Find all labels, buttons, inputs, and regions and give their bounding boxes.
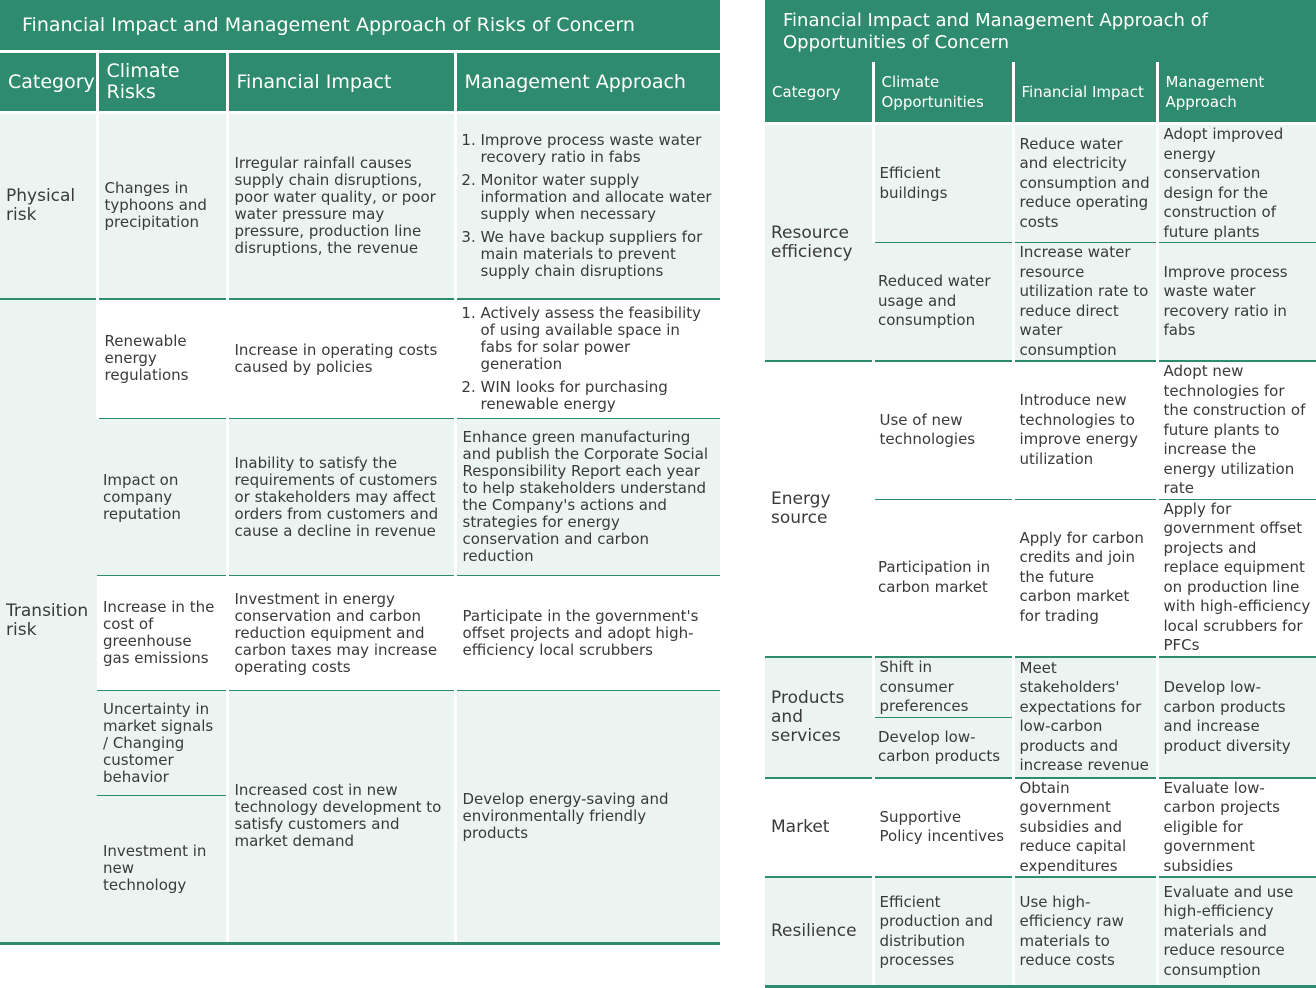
opportunities-title: Financial Impact and Management Approach of Opportunities of Concern [765,0,1316,62]
risk-cell: Impact on company reputation [97,419,227,576]
approach-item: 2. Monitor water supply information and allocate water supply when necessary [481,172,715,223]
header-management-approach: Management Approach [455,52,720,113]
category-products-and-services: Products and services [765,657,873,778]
category-energy-source: Energy source [765,361,873,657]
table-row [0,691,720,796]
category-resilience: Resilience [765,877,873,985]
table-row [0,113,720,299]
opportunity-cell: Shift in consumer preferences [873,657,1013,718]
approach-item: 1. Improve process waste water recovery ratio in fabs [481,132,715,166]
approach-cell: Improve process waste water recovery ratio in fabs [1157,243,1316,362]
impact-cell: Introduce new technologies to improve energy utilization [1013,361,1157,499]
table-row [0,299,720,419]
impact-cell: Reduce water and electricity consumption and reduce operating costs [1013,124,1157,243]
header-financial-impact: Financial Impact [1013,62,1157,124]
risk-cell: Changes in typhoons and precipitation [97,113,227,299]
opportunity-cell: Efficient buildings [873,124,1013,243]
opportunities-panel [765,0,1316,988]
table-row [765,124,1316,243]
risk-cell: Investment in new technology [97,796,227,942]
table-row [765,657,1316,718]
approach-cell [455,113,720,299]
category-resource-efficiency: Resource efficiency [765,124,873,362]
opportunities-table [765,62,1316,985]
approach-item: 2. WIN looks for purchasing renewable energy [481,379,715,413]
table-row [0,576,720,691]
table-row [765,877,1316,985]
impact-cell: Meet stakeholders' expectations for low-carbon products and increase revenue [1013,657,1157,778]
table-row [0,419,720,576]
category-market: Market [765,778,873,878]
approach-cell: Evaluate and use high-efficiency materials and reduce resource consumption [1157,877,1316,985]
impact-cell: Inability to satisfy the requirements of customers or stakeholders may affect orders from customers and cause a decline in revenue [227,419,455,576]
approach-cell: Enhance green manufacturing and publish the Corporate Social Responsibility Report each year to help stakeholders understand the Company's actions and strategies for energy conservation and carbon reduction [455,419,720,576]
approach-cell [455,299,720,419]
impact-cell: Increase water resource utilization rate to reduce direct water consumption [1013,243,1157,362]
opportunity-cell: Develop low-carbon products [873,718,1013,778]
approach-cell: Participate in the government's offset projects and adopt high-efficiency local scrubbers [455,576,720,691]
opportunity-cell: Use of new technologies [873,361,1013,499]
risks-table [0,50,720,942]
approach-cell: Apply for government offset projects and replace equipment on production line with high-efficiency local scrubbers for PFCs [1157,499,1316,657]
opportunity-cell: Supportive Policy incentives [873,778,1013,878]
risk-cell: Uncertainty in market signals / Changing customer behavior [97,691,227,796]
header-management-approach: Management Approach [1157,62,1316,124]
header-climate-risks: Climate Risks [97,52,227,113]
impact-cell: Investment in energy conservation and carbon reduction equipment and carbon taxes may increase operating costs [227,576,455,691]
header-financial-impact: Financial Impact [227,52,455,113]
header-climate-opportunities: Climate Opportunities [873,62,1013,124]
table-row [765,778,1316,878]
approach-cell: Adopt improved energy conservation design for the construction of future plants [1157,124,1316,243]
opportunity-cell: Reduced water usage and consumption [873,243,1013,362]
opportunity-cell: Participation in carbon market [873,499,1013,657]
approach-cell: Develop energy-saving and environmentally friendly products [455,691,720,942]
table-row [765,361,1316,499]
approach-cell: Adopt new technologies for the construction of future plants to increase the energy utilization rate [1157,361,1316,499]
risks-title: Financial Impact and Management Approach of Risks of Concern [0,0,720,50]
approach-item: 1. Actively assess the feasibility of using available space in fabs for solar power generation [481,305,715,373]
impact-cell: Increase in operating costs caused by policies [227,299,455,419]
category-physical-risk: Physical risk [0,113,97,299]
impact-cell: Obtain government subsidies and reduce capital expenditures [1013,778,1157,878]
header-category: Category [0,52,97,113]
impact-cell: Increased cost in new technology development to satisfy customers and market demand [227,691,455,942]
impact-cell: Irregular rainfall causes supply chain disruptions, poor water quality, or poor water pressure may pressure, production line disruptions, the revenue [227,113,455,299]
approach-cell: Evaluate low-carbon projects eligible for government subsidies [1157,778,1316,878]
category-transition-risk: Transition risk [0,299,97,942]
approach-cell: Develop low-carbon products and increase product diversity [1157,657,1316,778]
impact-cell: Apply for carbon credits and join the future carbon market for trading [1013,499,1157,657]
risk-cell: Renewable energy regulations [97,299,227,419]
risk-cell: Increase in the cost of greenhouse gas emissions [97,576,227,691]
approach-item: 3. We have backup suppliers for main materials to prevent supply chain disruptions [481,229,715,280]
opportunity-cell: Efficient production and distribution processes [873,877,1013,985]
impact-cell: Use high-efficiency raw materials to reduce costs [1013,877,1157,985]
table-bottom-rule [0,942,720,945]
header-category: Category [765,62,873,124]
